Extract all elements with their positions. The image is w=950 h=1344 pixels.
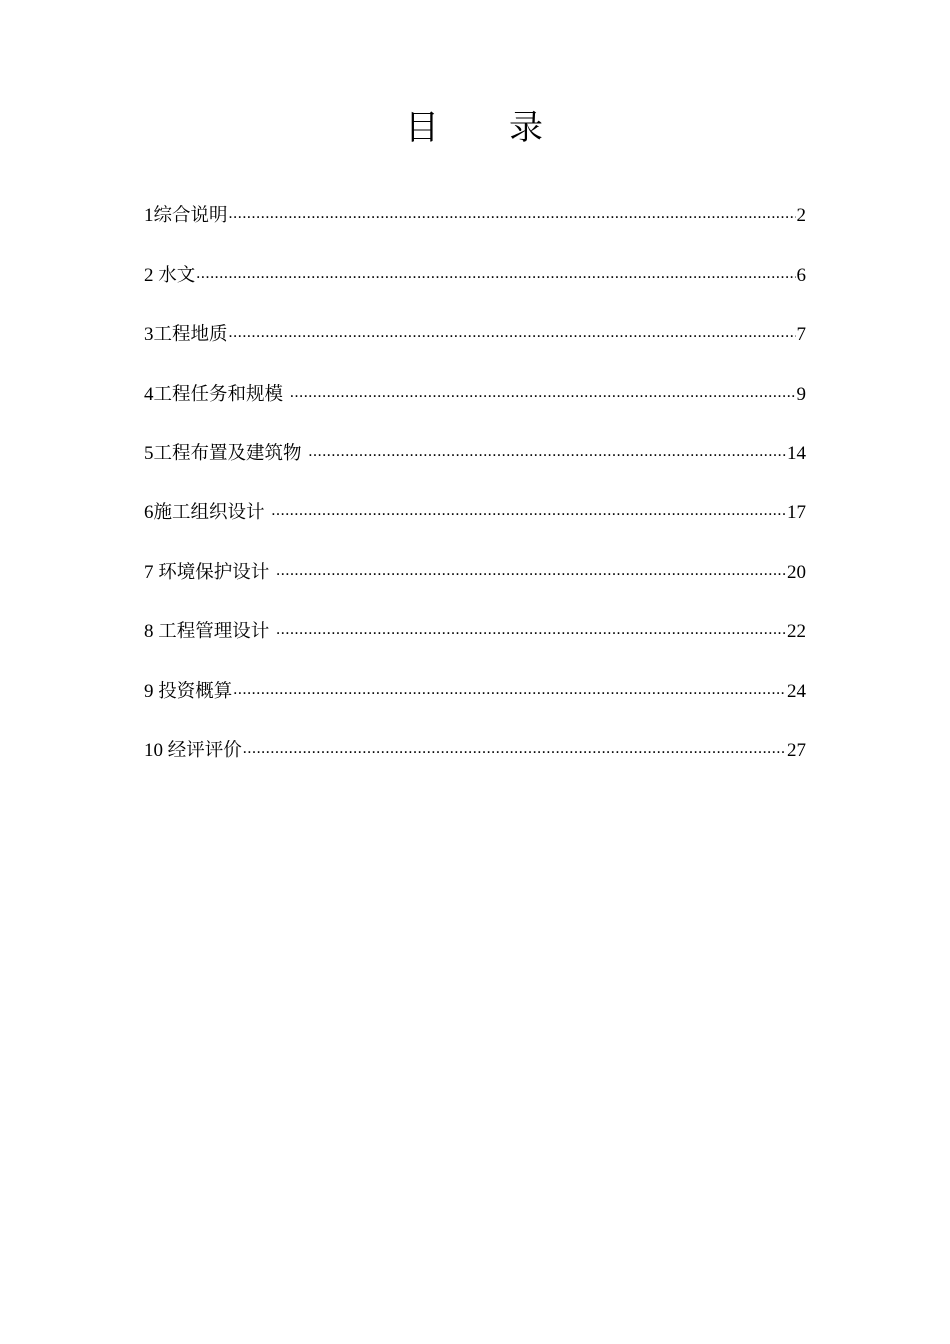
toc-entry-label: [144, 316, 228, 354]
toc-entry-label: [144, 435, 307, 473]
toc-page-number: 7: [796, 324, 806, 346]
toc-leader-dots: [308, 433, 786, 471]
toc-page-number: 9: [796, 383, 806, 405]
toc-entry-number: 4: [144, 383, 154, 405]
toc-entry-label: [144, 376, 289, 414]
toc-entry-number: 8: [144, 621, 159, 643]
toc-entry-6[interactable]: [144, 473, 806, 532]
toc-entry-4[interactable]: [144, 354, 806, 413]
toc-entry-label: [144, 257, 195, 295]
toc-entry-label: [144, 613, 275, 651]
toc-entry-10[interactable]: [144, 711, 806, 770]
page-title: [0, 100, 950, 149]
toc-leader-dots: [233, 671, 786, 709]
toc-entry-number: 7: [144, 561, 159, 583]
toc-entry-title: 工程管理设计: [158, 621, 276, 643]
toc-entry-number: 6: [144, 502, 154, 524]
toc-entry-1[interactable]: [144, 176, 806, 235]
toc-entry-7[interactable]: [144, 532, 806, 591]
toc-page-number: 22: [787, 621, 806, 643]
toc-entry-title: 环境保护设计: [158, 561, 276, 583]
toc-entry-label: [144, 197, 228, 235]
toc-entry-9[interactable]: [144, 651, 806, 710]
toc-entry-label: [144, 554, 275, 592]
toc-leader-dots: [196, 255, 795, 293]
toc-entry-number: 5: [144, 442, 154, 464]
toc-leader-dots: [229, 314, 796, 352]
toc-entry-title: 施工组织设计: [153, 502, 271, 524]
toc-page-number: 20: [787, 561, 806, 583]
toc-leader-dots: [243, 730, 786, 768]
toc-page-number: 2: [796, 205, 806, 227]
toc-entry-number: 2: [144, 264, 159, 286]
table-of-contents: [144, 176, 806, 770]
toc-page-number: 6: [796, 264, 806, 286]
toc-entry-title: 工程任务和规模: [153, 383, 289, 405]
toc-entry-title: 水文: [158, 264, 196, 286]
toc-leader-dots: [276, 611, 786, 649]
toc-page-number: 14: [787, 442, 806, 464]
toc-entry-title: 经评评价: [167, 739, 242, 761]
toc-leader-dots: [271, 492, 786, 530]
toc-entry-8[interactable]: [144, 592, 806, 651]
toc-entry-label: [144, 673, 232, 711]
toc-entry-2[interactable]: [144, 235, 806, 294]
toc-entry-label: [144, 732, 242, 770]
toc-entry-title: 工程布置及建筑物: [153, 442, 308, 464]
toc-entry-title: 综合说明: [153, 205, 228, 227]
toc-entry-number: 10: [144, 739, 168, 761]
toc-page-number: 27: [787, 739, 806, 761]
toc-entry-number: 9: [144, 680, 159, 702]
title-char-1: 目: [405, 108, 441, 148]
toc-entry-5[interactable]: [144, 414, 806, 473]
toc-entry-title: 投资概算: [158, 680, 233, 702]
toc-entry-label: [144, 494, 270, 532]
title-char-2: 录: [509, 108, 545, 148]
toc-leader-dots: [290, 374, 796, 412]
toc-entry-3[interactable]: [144, 295, 806, 354]
toc-page-number: 17: [787, 502, 806, 524]
toc-leader-dots: [229, 195, 796, 233]
toc-page-number: 24: [787, 680, 806, 702]
toc-entry-number: 3: [144, 324, 154, 346]
toc-entry-title: 工程地质: [153, 324, 228, 346]
toc-entry-number: 1: [144, 205, 154, 227]
toc-leader-dots: [276, 552, 786, 590]
